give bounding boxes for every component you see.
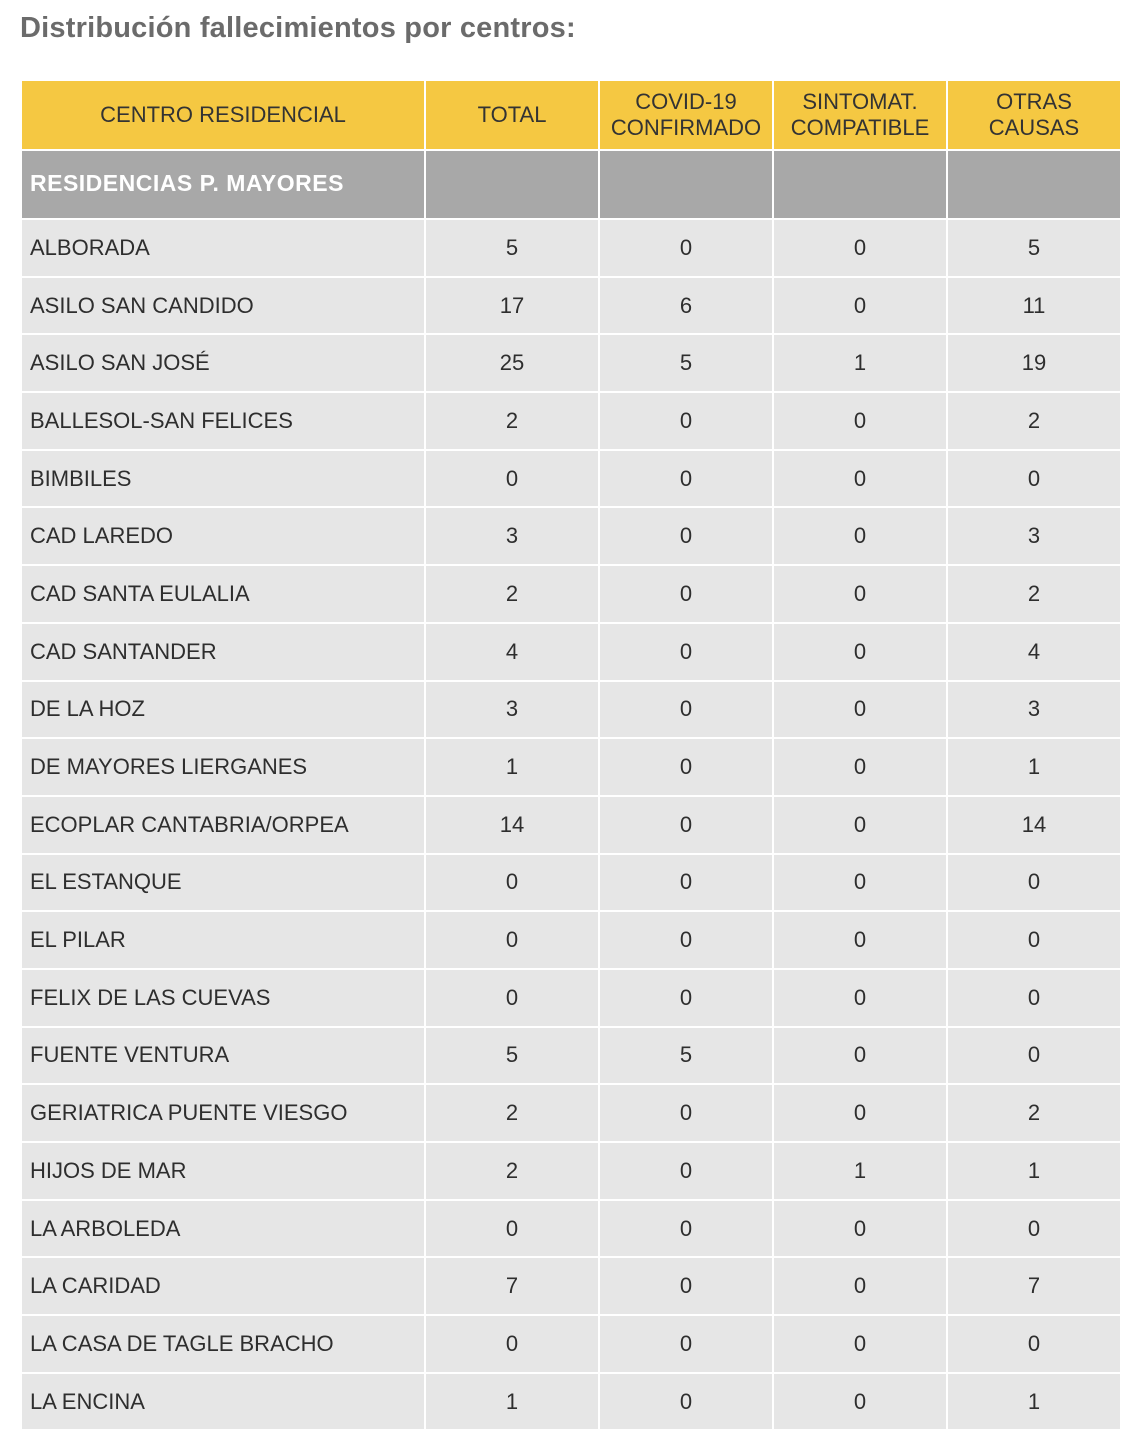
symptomatic-compatible-cell: 0 <box>774 566 948 624</box>
center-name-cell: FELIX DE LAS CUEVAS <box>22 970 426 1028</box>
covid-confirmed-cell: 0 <box>600 1085 774 1143</box>
symptomatic-compatible-cell: 1 <box>774 335 948 393</box>
symptomatic-compatible-cell: 0 <box>774 1028 948 1086</box>
covid-confirmed-cell: 0 <box>600 912 774 970</box>
table-row <box>22 1143 1120 1201</box>
other-causes-cell: 0 <box>948 912 1120 970</box>
other-causes-cell: 5 <box>948 220 1120 278</box>
center-name-cell: BALLESOL-SAN FELICES <box>22 393 426 451</box>
symptomatic-compatible-cell: 0 <box>774 508 948 566</box>
covid-confirmed-cell: 0 <box>600 970 774 1028</box>
table-row <box>22 970 1120 1028</box>
page-title: Distribución fallecimientos por centros: <box>20 12 576 44</box>
center-name-cell: HIJOS DE MAR <box>22 1143 426 1201</box>
total-cell: 2 <box>426 1085 600 1143</box>
table-header-row <box>22 81 1120 151</box>
other-causes-cell: 0 <box>948 1316 1120 1374</box>
total-cell: 17 <box>426 278 600 336</box>
covid-confirmed-cell: 0 <box>600 566 774 624</box>
symptomatic-compatible-cell: 0 <box>774 1258 948 1316</box>
symptomatic-compatible-cell: 1 <box>774 1143 948 1201</box>
center-name-cell: EL ESTANQUE <box>22 855 426 913</box>
center-name-cell: CAD LAREDO <box>22 508 426 566</box>
table-row <box>22 393 1120 451</box>
total-cell: 0 <box>426 451 600 509</box>
symptomatic-compatible-cell: 0 <box>774 451 948 509</box>
other-causes-cell: 0 <box>948 451 1120 509</box>
other-causes-cell: 2 <box>948 566 1120 624</box>
covid-confirmed-cell: 0 <box>600 393 774 451</box>
total-cell: 14 <box>426 797 600 855</box>
other-causes-cell: 3 <box>948 682 1120 740</box>
table-row <box>22 682 1120 740</box>
symptomatic-compatible-cell: 0 <box>774 220 948 278</box>
table-row <box>22 739 1120 797</box>
table-row <box>22 1258 1120 1316</box>
symptomatic-compatible-cell: 0 <box>774 682 948 740</box>
covid-confirmed-cell: 0 <box>600 624 774 682</box>
other-causes-cell: 2 <box>948 1085 1120 1143</box>
other-causes-cell: 1 <box>948 1143 1120 1201</box>
column-header-centro: CENTRO RESIDENCIAL <box>22 81 426 151</box>
section-cell <box>426 151 600 220</box>
total-cell: 5 <box>426 220 600 278</box>
center-name-cell: LA ARBOLEDA <box>22 1201 426 1259</box>
table-row <box>22 278 1120 336</box>
covid-confirmed-cell: 0 <box>600 739 774 797</box>
center-name-cell: DE MAYORES LIERGANES <box>22 739 426 797</box>
total-cell: 2 <box>426 393 600 451</box>
other-causes-cell: 7 <box>948 1258 1120 1316</box>
center-name-cell: LA ENCINA <box>22 1374 426 1432</box>
column-header-sintomat: SINTOMAT. COMPATIBLE <box>774 81 948 151</box>
table-row <box>22 1316 1120 1374</box>
symptomatic-compatible-cell: 0 <box>774 1201 948 1259</box>
covid-confirmed-cell: 0 <box>600 220 774 278</box>
center-name-cell: LA CARIDAD <box>22 1258 426 1316</box>
symptomatic-compatible-cell: 0 <box>774 739 948 797</box>
other-causes-cell: 1 <box>948 1374 1120 1432</box>
deaths-by-center-table <box>22 81 1120 1431</box>
section-label: RESIDENCIAS P. MAYORES <box>22 151 426 220</box>
center-name-cell: ASILO SAN JOSÉ <box>22 335 426 393</box>
other-causes-cell: 4 <box>948 624 1120 682</box>
other-causes-cell: 0 <box>948 855 1120 913</box>
total-cell: 25 <box>426 335 600 393</box>
symptomatic-compatible-cell: 0 <box>774 970 948 1028</box>
center-name-cell: CAD SANTANDER <box>22 624 426 682</box>
total-cell: 1 <box>426 1374 600 1432</box>
table-row <box>22 566 1120 624</box>
table-row <box>22 1028 1120 1086</box>
table-row <box>22 220 1120 278</box>
covid-confirmed-cell: 0 <box>600 1374 774 1432</box>
total-cell: 0 <box>426 1316 600 1374</box>
column-header-covid: COVID-19 CONFIRMADO <box>600 81 774 151</box>
table-row <box>22 855 1120 913</box>
other-causes-cell: 1 <box>948 739 1120 797</box>
covid-confirmed-cell: 0 <box>600 508 774 566</box>
center-name-cell: LA CASA DE TAGLE BRACHO <box>22 1316 426 1374</box>
covid-confirmed-cell: 0 <box>600 451 774 509</box>
center-name-cell: CAD SANTA EULALIA <box>22 566 426 624</box>
center-name-cell: EL PILAR <box>22 912 426 970</box>
symptomatic-compatible-cell: 0 <box>774 1085 948 1143</box>
symptomatic-compatible-cell: 0 <box>774 278 948 336</box>
symptomatic-compatible-cell: 0 <box>774 797 948 855</box>
covid-confirmed-cell: 0 <box>600 1143 774 1201</box>
covid-confirmed-cell: 5 <box>600 1028 774 1086</box>
table-row <box>22 335 1120 393</box>
covid-confirmed-cell: 0 <box>600 797 774 855</box>
total-cell: 5 <box>426 1028 600 1086</box>
covid-confirmed-cell: 0 <box>600 682 774 740</box>
center-name-cell: FUENTE VENTURA <box>22 1028 426 1086</box>
other-causes-cell: 0 <box>948 1201 1120 1259</box>
center-name-cell: DE LA HOZ <box>22 682 426 740</box>
other-causes-cell: 11 <box>948 278 1120 336</box>
total-cell: 1 <box>426 739 600 797</box>
symptomatic-compatible-cell: 0 <box>774 1316 948 1374</box>
center-name-cell: ALBORADA <box>22 220 426 278</box>
other-causes-cell: 3 <box>948 508 1120 566</box>
other-causes-cell: 2 <box>948 393 1120 451</box>
total-cell: 0 <box>426 970 600 1028</box>
table-row <box>22 797 1120 855</box>
center-name-cell: BIMBILES <box>22 451 426 509</box>
center-name-cell: ECOPLAR CANTABRIA/ORPEA <box>22 797 426 855</box>
covid-confirmed-cell: 5 <box>600 335 774 393</box>
covid-confirmed-cell: 0 <box>600 1258 774 1316</box>
total-cell: 0 <box>426 1201 600 1259</box>
center-name-cell: GERIATRICA PUENTE VIESGO <box>22 1085 426 1143</box>
covid-confirmed-cell: 0 <box>600 1201 774 1259</box>
total-cell: 3 <box>426 508 600 566</box>
other-causes-cell: 19 <box>948 335 1120 393</box>
symptomatic-compatible-cell: 0 <box>774 1374 948 1432</box>
symptomatic-compatible-cell: 0 <box>774 912 948 970</box>
column-header-total: TOTAL <box>426 81 600 151</box>
other-causes-cell: 0 <box>948 970 1120 1028</box>
table-row <box>22 1201 1120 1259</box>
section-row <box>22 151 1120 220</box>
total-cell: 2 <box>426 1143 600 1201</box>
covid-confirmed-cell: 0 <box>600 855 774 913</box>
table-row <box>22 912 1120 970</box>
total-cell: 3 <box>426 682 600 740</box>
other-causes-cell: 14 <box>948 797 1120 855</box>
table-row <box>22 1085 1120 1143</box>
table-row <box>22 508 1120 566</box>
covid-confirmed-cell: 0 <box>600 1316 774 1374</box>
column-header-otras: OTRAS CAUSAS <box>948 81 1120 151</box>
total-cell: 7 <box>426 1258 600 1316</box>
total-cell: 2 <box>426 566 600 624</box>
symptomatic-compatible-cell: 0 <box>774 855 948 913</box>
total-cell: 4 <box>426 624 600 682</box>
symptomatic-compatible-cell: 0 <box>774 393 948 451</box>
total-cell: 0 <box>426 912 600 970</box>
center-name-cell: ASILO SAN CANDIDO <box>22 278 426 336</box>
section-cell <box>948 151 1120 220</box>
section-cell <box>774 151 948 220</box>
symptomatic-compatible-cell: 0 <box>774 624 948 682</box>
other-causes-cell: 0 <box>948 1028 1120 1086</box>
covid-confirmed-cell: 6 <box>600 278 774 336</box>
section-cell <box>600 151 774 220</box>
table-row <box>22 451 1120 509</box>
table-row <box>22 1374 1120 1432</box>
table-row <box>22 624 1120 682</box>
total-cell: 0 <box>426 855 600 913</box>
